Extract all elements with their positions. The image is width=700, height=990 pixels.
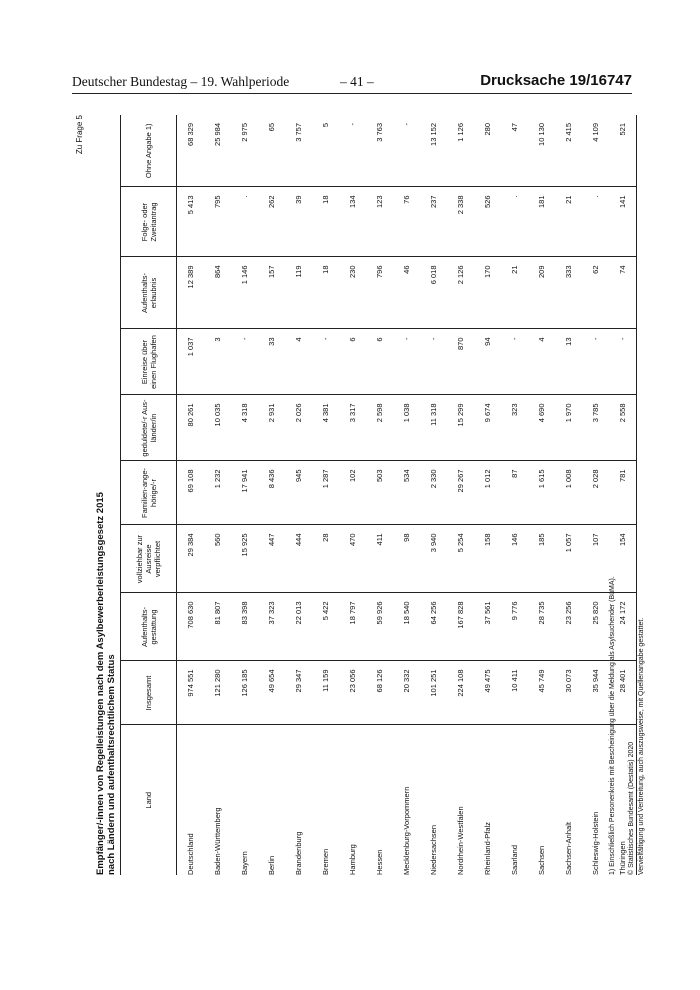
table-cell: 134 (339, 187, 366, 257)
page-number: – 41 – (340, 74, 374, 89)
table-cell: 262 (258, 187, 285, 257)
table-row (366, 115, 393, 875)
table-cell: 17 941 (231, 461, 258, 525)
column-header: Familien-ange-hörige/-r (121, 461, 177, 525)
table-cell: . (582, 187, 609, 257)
document-number-prefix: Drucksache (480, 72, 566, 89)
column-header: Land (121, 725, 177, 875)
table-cell: 39 (285, 187, 312, 257)
table-cell: 158 (474, 525, 501, 593)
copyright-line-1: © Statistisches Bundesamt (Destatis) 2020 (628, 741, 635, 875)
table-cell: 237 (420, 187, 447, 257)
row-label: Hamburg (348, 844, 357, 875)
table-cell: 64 256 (420, 593, 447, 661)
table-cell: 22 013 (285, 593, 312, 661)
table-cell: 76 (393, 187, 420, 257)
table-cell: 4 109 (582, 115, 609, 187)
table-cell: 1 970 (555, 395, 582, 461)
column-header: Ohne Angabe 1) (121, 115, 177, 187)
table-cell: 10 035 (204, 395, 231, 461)
table-cell: 1 008 (555, 461, 582, 525)
table-body (177, 115, 637, 875)
table-cell: 18 (312, 257, 339, 329)
table-cell: 333 (555, 257, 582, 329)
table-cell: 107 (582, 525, 609, 593)
table-row (312, 115, 339, 875)
table-cell: 20 332 (393, 661, 420, 725)
table-cell: 33 (258, 329, 285, 395)
table-cell: 126 185 (231, 661, 258, 725)
question-reference: Zu Frage 5 (75, 115, 84, 155)
copyright-notice (627, 618, 647, 875)
table-cell: - (312, 329, 339, 395)
table-cell: 13 152 (420, 115, 447, 187)
table-cell: 11 318 (420, 395, 447, 461)
table-row (582, 115, 609, 875)
table-cell: 864 (204, 257, 231, 329)
table-cell: - (393, 115, 420, 187)
row-label: Sachsen (537, 845, 546, 875)
table-cell: 15 299 (447, 395, 474, 461)
table-cell: 74 (609, 257, 637, 329)
table-cell: 47 (501, 115, 528, 187)
table-row (447, 115, 474, 875)
table-row (501, 115, 528, 875)
table-cell: 2 975 (231, 115, 258, 187)
table-cell: 62 (582, 257, 609, 329)
table-cell: 470 (339, 525, 366, 593)
table-cell: 30 073 (555, 661, 582, 725)
column-header: Einreise über einen Flughafen (121, 329, 177, 395)
row-label: Bayern (240, 851, 249, 875)
table-cell: 2 028 (582, 461, 609, 525)
table-cell: - (609, 329, 637, 395)
table-row (555, 115, 582, 875)
table-cell: 796 (366, 257, 393, 329)
table-cell: 1 615 (528, 461, 555, 525)
table-cell: 9 674 (474, 395, 501, 461)
table-cell: 46 (393, 257, 420, 329)
table-cell: 1 232 (204, 461, 231, 525)
table-cell: 21 (501, 257, 528, 329)
table-cell: 4 381 (312, 395, 339, 461)
table-row (177, 115, 205, 875)
column-header: Aufenthalts-erlaubnis (121, 257, 177, 329)
table-cell: 141 (609, 187, 637, 257)
table-row (285, 115, 312, 875)
table-cell: 781 (609, 461, 637, 525)
table-cell: 1 126 (447, 115, 474, 187)
table-cell: 15 925 (231, 525, 258, 593)
table-cell: 23 056 (339, 661, 366, 725)
table-cell: 708 630 (177, 593, 205, 661)
table-cell: 1 146 (231, 257, 258, 329)
table-cell: 11 159 (312, 661, 339, 725)
table-cell: 146 (501, 525, 528, 593)
table-cell: 795 (204, 187, 231, 257)
column-header: vollziehbar zur Ausreise verpflichtet (121, 525, 177, 593)
table-cell: 224 108 (447, 661, 474, 725)
table-cell: 526 (474, 187, 501, 257)
row-label: Saarland (510, 844, 519, 875)
table-cell: 1 038 (393, 395, 420, 461)
table-cell: 35 944 (582, 661, 609, 725)
table-cell: 1 037 (177, 329, 205, 395)
row-label: Mecklenburg-Vorpommern (402, 786, 411, 875)
table-cell: 13 (555, 329, 582, 395)
table-cell: 2 415 (555, 115, 582, 187)
footnote: 1) Einschließlich Personenkreis mit Bescheinigung über die Meldung als Asylsuchender (BüMA). (609, 576, 616, 875)
table-cell: - (393, 329, 420, 395)
table-cell: 8 436 (258, 461, 285, 525)
table-cell: 10 411 (501, 661, 528, 725)
table-cell: 59 926 (366, 593, 393, 661)
table-cell: 98 (393, 525, 420, 593)
table-cell: - (420, 329, 447, 395)
page-header (72, 72, 632, 96)
table-row (420, 115, 447, 875)
row-label: Sachsen-Anhalt (564, 822, 573, 875)
table-cell: 3 940 (420, 525, 447, 593)
table-cell: 45 749 (528, 661, 555, 725)
table-cell: 80 261 (177, 395, 205, 461)
table-cell: 65 (258, 115, 285, 187)
table-cell: 119 (285, 257, 312, 329)
table-cell: 5 422 (312, 593, 339, 661)
row-label: Niedersachsen (429, 824, 438, 875)
row-label: Brandenburg (294, 831, 303, 875)
table-cell: 447 (258, 525, 285, 593)
table-cell: 102 (339, 461, 366, 525)
table-cell: 3 757 (285, 115, 312, 187)
table-cell: 323 (501, 395, 528, 461)
table-cell: 2 026 (285, 395, 312, 461)
table-cell: 280 (474, 115, 501, 187)
header-rule (72, 93, 632, 94)
table-cell: 6 (366, 329, 393, 395)
table-cell: 21 (555, 187, 582, 257)
table-cell: 1 012 (474, 461, 501, 525)
table-row (528, 115, 555, 875)
table-cell: 185 (528, 525, 555, 593)
statistics-table (120, 115, 637, 875)
row-label: Thüringen (609, 725, 637, 875)
table-cell: - (582, 329, 609, 395)
table-row (204, 115, 231, 875)
table-cell: 24 172 (609, 593, 637, 661)
table-cell: 2 558 (609, 395, 637, 461)
table-cell: 411 (366, 525, 393, 593)
table-cell: 2 338 (447, 187, 474, 257)
table-cell: 3 317 (339, 395, 366, 461)
table-cell: 4 (528, 329, 555, 395)
row-label: Baden-Württemberg (213, 807, 222, 875)
table-title (95, 492, 117, 875)
table-cell: 5 254 (447, 525, 474, 593)
table-cell: 9 776 (501, 593, 528, 661)
table-title-line-1: Empfänger/-innen von Regelleistungen nach dem Asylbewerberleistungsgesetz 2015 (95, 492, 106, 875)
table-cell: 25 984 (204, 115, 231, 187)
table-cell: 209 (528, 257, 555, 329)
table-cell: 18 540 (393, 593, 420, 661)
table-cell: 28 (312, 525, 339, 593)
table-cell: 68 329 (177, 115, 205, 187)
table-cell: 29 267 (447, 461, 474, 525)
row-label: Berlin (267, 855, 276, 875)
table-cell: 974 551 (177, 661, 205, 725)
table-cell: 94 (474, 329, 501, 395)
row-label: Nordrhein-Westfalen (456, 806, 465, 875)
column-header: Folge- oder Zweitantrag (121, 187, 177, 257)
column-header: Aufenthalts-gestattung (121, 593, 177, 661)
table-header-row (121, 115, 177, 875)
row-label: Bremen (321, 848, 330, 875)
column-header: Insgesamt (121, 661, 177, 725)
table-cell: 4 (285, 329, 312, 395)
table-cell: 37 323 (258, 593, 285, 661)
table-cell: 230 (339, 257, 366, 329)
table-cell: . (231, 187, 258, 257)
table-cell: 560 (204, 525, 231, 593)
table-cell: 87 (501, 461, 528, 525)
table-cell: 29 347 (285, 661, 312, 725)
table-row (231, 115, 258, 875)
rotated-table-page (75, 115, 645, 875)
table-cell: 2 330 (420, 461, 447, 525)
table-cell: 6 (339, 329, 366, 395)
table-cell: 1 287 (312, 461, 339, 525)
table-cell: 5 413 (177, 187, 205, 257)
table-cell: 18 797 (339, 593, 366, 661)
table-cell: 101 251 (420, 661, 447, 725)
table-cell: 167 828 (447, 593, 474, 661)
table-cell: 2 931 (258, 395, 285, 461)
row-label: Rheinland-Pfalz (483, 822, 492, 875)
table-cell: 181 (528, 187, 555, 257)
table-cell: 4 690 (528, 395, 555, 461)
table-cell: 49 475 (474, 661, 501, 725)
table-cell: 12 389 (177, 257, 205, 329)
table-cell: 4 318 (231, 395, 258, 461)
table-cell: 28 401 (609, 661, 637, 725)
table-cell: 28 735 (528, 593, 555, 661)
document-number (480, 72, 632, 89)
column-header: geduldete/-r Aus-länder/in (121, 395, 177, 461)
table-cell: 534 (393, 461, 420, 525)
table-cell: 68 126 (366, 661, 393, 725)
table-cell: 2 126 (447, 257, 474, 329)
table-cell: 123 (366, 187, 393, 257)
table-cell: . (501, 187, 528, 257)
row-label: Hessen (375, 849, 384, 875)
table-cell: 5 (312, 115, 339, 187)
table-cell: 2 598 (366, 395, 393, 461)
table-cell: 69 108 (177, 461, 205, 525)
document-number-value: 19/16747 (569, 72, 632, 89)
table-cell: 444 (285, 525, 312, 593)
table-row (393, 115, 420, 875)
table-cell: 121 280 (204, 661, 231, 725)
table-cell: 83 398 (231, 593, 258, 661)
table-cell: 81 807 (204, 593, 231, 661)
table-cell: 154 (609, 525, 637, 593)
table-cell: 3 763 (366, 115, 393, 187)
table-row (339, 115, 366, 875)
table-cell: 6 018 (420, 257, 447, 329)
table-cell: - (501, 329, 528, 395)
table-cell: 945 (285, 461, 312, 525)
table-cell: 23 256 (555, 593, 582, 661)
table-cell: - (339, 115, 366, 187)
table-cell: 3 785 (582, 395, 609, 461)
table-cell: 1 057 (555, 525, 582, 593)
table-cell: 870 (447, 329, 474, 395)
table-cell: 157 (258, 257, 285, 329)
table-cell: - (231, 329, 258, 395)
table-cell: 25 820 (582, 593, 609, 661)
copyright-line-2: Vervielfältigung und Verbreitung, auch auszugsweise, mit Quellenangabe gestattet. (638, 617, 645, 875)
publication-title: Deutscher Bundestag – 19. Wahlperiode (72, 74, 290, 89)
table-cell: 49 654 (258, 661, 285, 725)
table-cell: 3 (204, 329, 231, 395)
table-cell: 29 384 (177, 525, 205, 593)
table-title-line-2: nach Ländern und aufenthaltsrechtlichem Status (106, 654, 117, 875)
table-cell: 10 130 (528, 115, 555, 187)
table-cell: 18 (312, 187, 339, 257)
table-cell: 521 (609, 115, 637, 187)
table-cell: 37 561 (474, 593, 501, 661)
row-label: Deutschland (186, 833, 195, 875)
table-cell: 503 (366, 461, 393, 525)
table-cell: 170 (474, 257, 501, 329)
row-label: Schleswig-Holstein (591, 811, 600, 875)
table-row (474, 115, 501, 875)
table-row (258, 115, 285, 875)
